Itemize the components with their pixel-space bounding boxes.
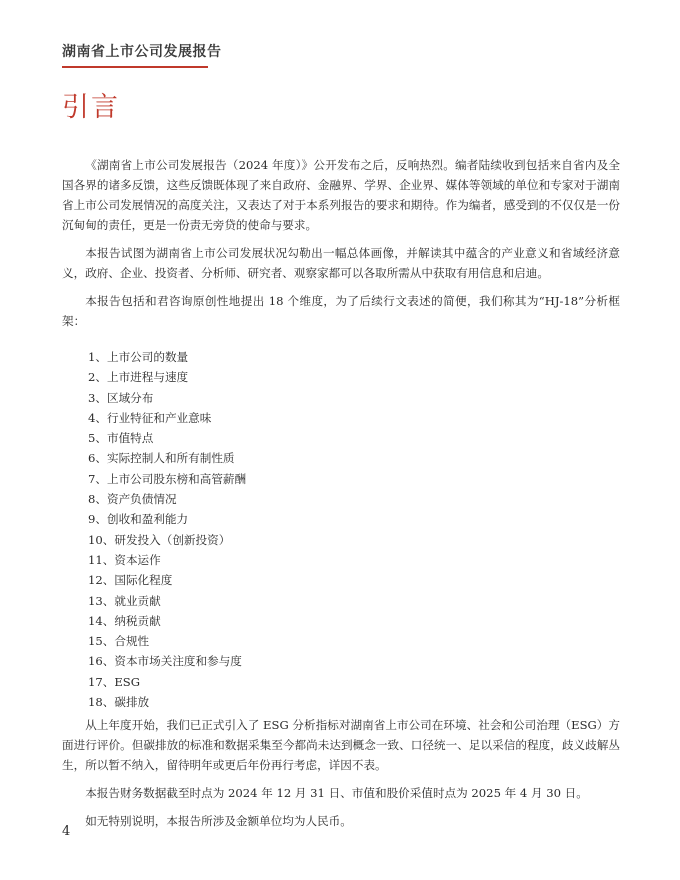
framework-item: 5、市值特点 <box>88 431 154 446</box>
framework-item: 16、资本市场关注度和参与度 <box>88 654 242 669</box>
chapter-title: 引言 <box>62 92 120 123</box>
esg-paragraph: 从上年度开始，我们已正式引入了 ESG 分析指标对湖南省上市公司在环境、社会和公司治理（ESG）方面进行评价。但碳排放的标准和数据采集至今都尚未达到概念一致、口径统一、足以采信的程度，歧义歧解丛生，所以暂不纳入，留待明年或更后年份再行考虑，详因不表。 <box>62 718 620 773</box>
intro-paragraph-2: 本报告试图为湖南省上市公司发展状况勾勒出一幅总体画像，并解读其中蕴含的产业意义和省域经济意义，政府、企业、投资者、分析师、研究者、观察家都可以各取所需从中获取有用信息和启迪。 <box>62 246 620 280</box>
running-header-title: 湖南省上市公司发展报告 <box>62 44 222 60</box>
framework-item: 10、研发投入（创新投资） <box>88 532 231 547</box>
data-cutoff-paragraph: 本报告财务数据截至时点为 2024 年 12 月 31 日、市值和股价采值时点为 2025 年 4 月 30 日。 <box>85 786 588 801</box>
framework-item: 11、资本运作 <box>88 552 161 567</box>
currency-note-paragraph: 如无特别说明，本报告所涉及金额单位均为人民币。 <box>85 814 352 829</box>
header-rule-divider <box>62 66 208 68</box>
framework-item: 14、纳税贡献 <box>88 613 161 628</box>
framework-item: 7、上市公司股东榜和高管薪酬 <box>88 471 247 486</box>
framework-item: 6、实际控制人和所有制性质 <box>88 451 235 466</box>
intro-paragraph-3: 本报告包括和君咨询原创性地提出 18 个维度，为了后续行文表述的简便，我们称其为“HJ-18”分析框架： <box>62 294 620 328</box>
framework-item: 18、碳排放 <box>88 695 150 710</box>
framework-item: 15、合规性 <box>88 634 150 649</box>
framework-item: 13、就业贡献 <box>88 593 161 608</box>
framework-list <box>62 347 620 712</box>
framework-item: 1、上市公司的数量 <box>88 350 189 364</box>
framework-item: 3、区域分布 <box>88 390 154 405</box>
intro-paragraph-1: 《湖南省上市公司发展报告（2024 年度）》公开发布之后，反响热烈。编者陆续收到包括来自省内及全国各界的诸多反馈，这些反馈既体现了来自政府、金融界、学界、企业界、媒体等领域的单位和专家对于湖南省上市公司发展情况的高度关注，又表达了对于本系列报告的要求和期待。作为编者，感受到的不仅仅是一份沉甸甸的责任，更是一份责无旁贷的使命与要求。 <box>62 158 620 232</box>
framework-item: 9、创收和盈利能力 <box>88 512 189 527</box>
body-text <box>62 155 620 831</box>
page-number: 4 <box>62 824 71 839</box>
framework-item: 17、ESG <box>88 674 141 689</box>
framework-item: 12、国际化程度 <box>88 573 173 588</box>
framework-item: 2、上市进程与速度 <box>88 370 189 385</box>
framework-item: 8、资产负债情况 <box>88 492 177 507</box>
framework-item: 4、行业特征和产业意味 <box>88 410 212 425</box>
